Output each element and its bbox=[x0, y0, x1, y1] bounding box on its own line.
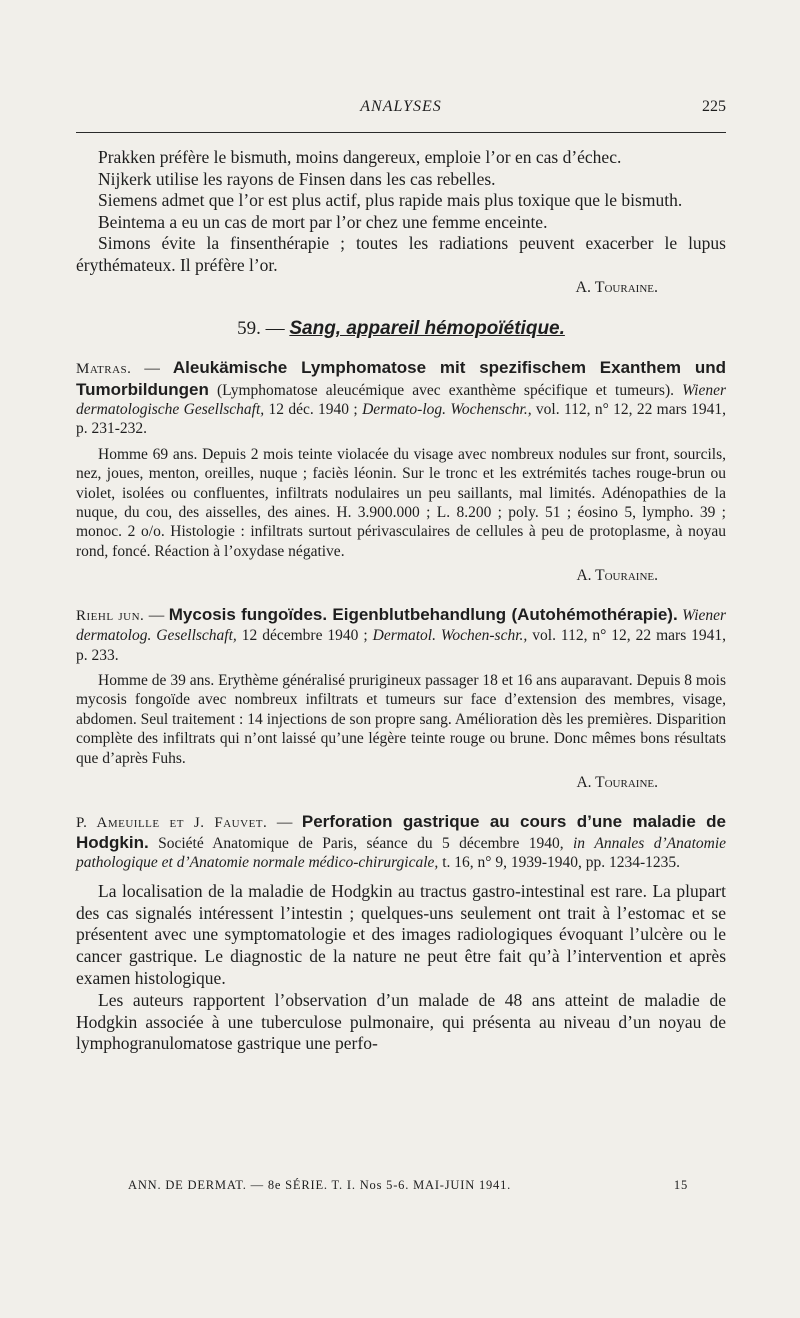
article-title: Perforation gastrique au cours d’une maladie de Hodgkin. bbox=[76, 811, 727, 853]
article-title: Mycosis fungoïdes. Eigenblutbehandlung (Autohémothérapie). bbox=[168, 604, 678, 624]
author: Matras. bbox=[76, 361, 132, 378]
article-title: Aleukämische Lymphomatose mit spezifischem Exanthem und Tumorbildungen bbox=[76, 358, 727, 399]
date: 12 décembre 1940 ; bbox=[241, 627, 368, 645]
section-heading bbox=[76, 318, 726, 340]
paragraph: Simons évite la finsenthérapie ; toutes les radiations peuvent exacerber le lupus érythémateux. Il préfère l’or. bbox=[76, 233, 726, 275]
signature: A. Touraine. bbox=[575, 278, 658, 296]
dash: — bbox=[148, 606, 165, 624]
abstract-body: Homme 69 ans. Depuis 2 mois teinte violacée du visage avec nombreux nodules sur front, sourcils, nez, joues, menton, oreilles, nuque ; faciès léonin. Sur le tronc et les extrémités taches rouge-brun ou violet, isolées ou confluentes, infiltrats nodulaires un peu saillants, mal limités. Adénopathies de la nuque, du cou, des aisselles, des aines. H. 3.900.000 ; L. 8.200 ; poly. 51 ; éosino 5, lympho. 39 ; monoc. 2 o/o. Histologie : infiltrats surtout périvasculaires de cellules à peu de protoplasme, à noyau rond, foncé. Réaction à l’oxydase négative. bbox=[76, 445, 726, 560]
page-number: 225 bbox=[702, 98, 726, 115]
author: Riehl jun. bbox=[76, 607, 145, 624]
abstract-body: Homme de 39 ans. Erythème généralisé prurigineux passager 18 et 16 ans auparavant. Depuis 8 mois mycosis fongoïde avec nombreux infiltrats et tumeurs sur face d’extension des membres, visage, abdomen. Seul traitement : 14 injections de son propre sang. Amélioration dès les premières. Disparition complète des infiltrats qui n’ont laissé qu’une légère teinte rouge ou brune. Donc mêmes bons résultats que d’après Fuhs. bbox=[76, 672, 726, 767]
abstract-citation bbox=[76, 812, 726, 873]
translation: (Lymphomatose aleucémique avec exanthème spécifique et tumeurs). bbox=[216, 381, 674, 399]
date: 12 déc. 1940 ; bbox=[268, 400, 358, 418]
journal: Annales d’Anatomie pathologique et d’Anatomie normale médico-chirurgicale, bbox=[76, 835, 727, 872]
section-number: 59. bbox=[237, 318, 261, 340]
paragraph: Nijkerk utilise les rayons de Finsen dans les cas rebelles. bbox=[98, 168, 496, 189]
signature: A. Touraine. bbox=[576, 567, 658, 585]
paragraph: Beintema a eu un cas de mort par l’or chez une femme enceinte. bbox=[98, 211, 548, 232]
volume: vol. 112, n° 12, 22 mars 1941, p. 233. bbox=[76, 627, 727, 664]
volume: vol. 112, n° 12, 22 mars 1941, p. 231-232. bbox=[76, 400, 727, 438]
journal2: Dermato-log. Wochenschr., bbox=[362, 400, 532, 418]
paragraph: Prakken préfère le bismuth, moins dangereux, emploie l’or en cas d’échec. bbox=[98, 147, 622, 167]
abstract-citation bbox=[76, 358, 726, 439]
volume: t. 16, n° 9, 1939-1940, pp. 1234-1235. bbox=[442, 854, 681, 872]
page-footer bbox=[128, 1178, 688, 1193]
running-header bbox=[76, 98, 726, 124]
society: Société Anatomique de Paris, séance du 5 décembre 1940, bbox=[158, 835, 564, 853]
signature: A. Touraine. bbox=[576, 774, 658, 792]
abstract-matras bbox=[76, 358, 726, 587]
dash: — bbox=[276, 813, 293, 831]
journal: Wiener dermatologische Gesellschaft, bbox=[76, 381, 727, 418]
authors: P. Ameuille et J. Fauvet. bbox=[76, 814, 268, 831]
section-dash: — bbox=[265, 318, 285, 340]
abstract-citation bbox=[76, 605, 726, 665]
footer-text: ANN. DE DERMAT. — 8e SÉRIE. T. I. Nos 5-6. MAI-JUIN 1941. bbox=[128, 1178, 512, 1192]
signature-mark: 15 bbox=[673, 1178, 688, 1192]
paragraph: Les auteurs rapportent l’observation d’un malade de 48 ans atteint de maladie de Hodgkin associée à une tuberculose pulmonaire, qui présenta au niveau d’un noyau de lymphogranulomatose gastrique une perfo- bbox=[76, 989, 726, 1054]
header-rule bbox=[76, 132, 726, 133]
paragraph: Siemens admet que l’or est plus actif, plus rapide mais plus toxique que le bismuth. bbox=[98, 190, 683, 211]
journal-page bbox=[76, 98, 726, 1055]
header-title: ANALYSES bbox=[360, 98, 442, 115]
intro-continuation bbox=[76, 147, 726, 298]
journal2: Dermatol. Wochen-schr., bbox=[372, 627, 528, 645]
journal: Wiener dermatolog. Gesellschaft, bbox=[76, 606, 727, 645]
in-word: in bbox=[572, 835, 586, 853]
paragraph: La localisation de la maladie de Hodgkin au tractus gastro-intestinal est rare. La plupart des cas signalés intéressent l’intestin ; quelques-uns seulement ont trait à l’estomac et se présentent avec une symptomatologie et des images radiologiques évoquant l’ulcère ou le cancer gastrique. Le diagnostic de la nature ne peut être fait qu’à l’intervention et après examen histologique. bbox=[76, 880, 726, 989]
dash: — bbox=[144, 360, 160, 378]
abstract-ameuille bbox=[76, 812, 726, 1056]
abstract-riehl bbox=[76, 605, 726, 794]
section-title: Sang, appareil hémopoïétique. bbox=[289, 318, 565, 340]
